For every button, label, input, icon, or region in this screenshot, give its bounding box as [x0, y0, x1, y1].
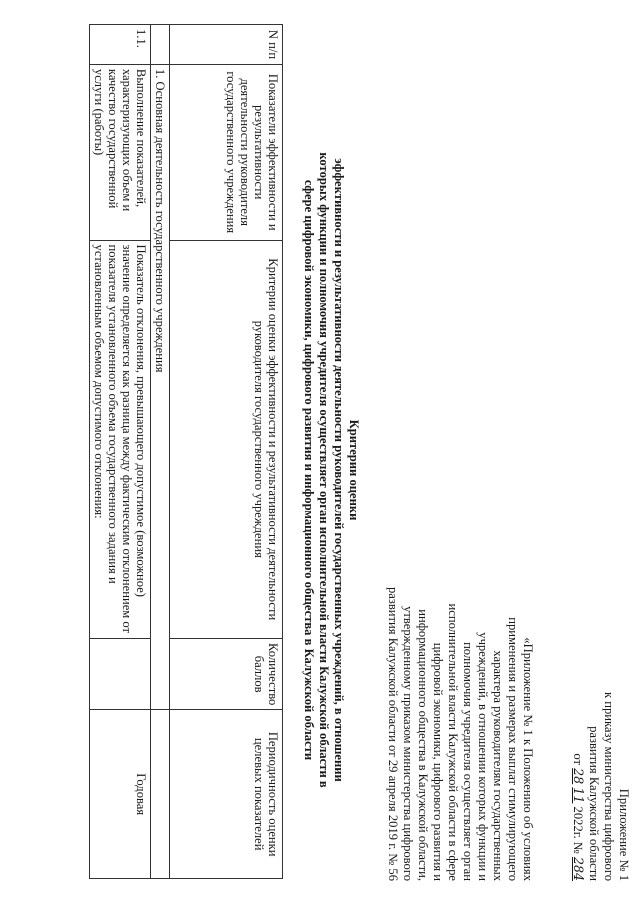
header-criteria: Критерии оценки эффективности и результативности деятельности руководителя государственного учреждения: [170, 240, 283, 638]
criteria-table: [89, 24, 283, 879]
regulation-reference: «Приложение № 1 к Положению об условиях применения и размерах выплат стимулирующего характера руководителям государственных учреждений, в отношении которых функции и полномочия учредителя осуществляет орган исполнительной власти Калужской области в сфере цифровой экономики, цифрового развития и информационного общества в Калужской области, утвержденному приказом министерства цифрового развития Калужской области от 29 апреля 2019 г. № 56: [386, 587, 535, 881]
header-points: Количество баллов: [170, 638, 283, 709]
table-header-row: [170, 25, 283, 879]
date-month-handwritten: 11: [571, 787, 586, 804]
header-num: N п/п: [170, 25, 283, 65]
appendix-header: [570, 581, 631, 881]
row-indicator: Выполнение показателей, характеризующих объем и качество государственной услуги (работы): [90, 64, 151, 240]
table-row: [90, 25, 151, 879]
section-row: [151, 25, 170, 879]
appendix-date-line: [570, 581, 586, 881]
row-criteria: Показатель отклонения, превышающего допустимое (возможное) значение определяется как разница между фактическим отклонением от показателя установленного объема государственного задания и установленным объемом допустимого отклонения:: [90, 240, 151, 638]
document-subtitle: эффективности и результативности деятельности руководителей государственных учреждений, в отношении которых функции и полномочия учредителя осуществляет орган исполнительной власти Калужской области в сфере цифровой экономики, цифрового развития и информационного общества в Калужской области: [302, 152, 346, 788]
appendix-line-2: к приказу министерства цифрового: [602, 691, 616, 881]
date-day-handwritten: 28: [571, 768, 586, 785]
date-prefix: от: [571, 753, 585, 766]
row-num: 1.1.: [90, 25, 151, 65]
header-periodicity: Периодичность оценки целевых показателей: [170, 710, 283, 879]
row-periodicity: Годовая: [90, 710, 151, 879]
section-title: 1. Основная деятельность государственного учреждения: [151, 64, 170, 709]
row-points: [90, 638, 151, 709]
section-num-cell: [151, 25, 170, 65]
date-year: 2022г. №: [571, 806, 585, 854]
appendix-line-3: развития Калужской области: [587, 726, 601, 881]
document-title: Критерии оценки: [347, 419, 361, 521]
order-number-handwritten: 284: [571, 856, 586, 881]
header-indicators: Показатели эффективности и результативности деятельности руководителя государственного учреждения: [170, 64, 283, 240]
section-period-cell: [151, 710, 170, 879]
appendix-line-1: Приложение № 1: [617, 788, 631, 881]
